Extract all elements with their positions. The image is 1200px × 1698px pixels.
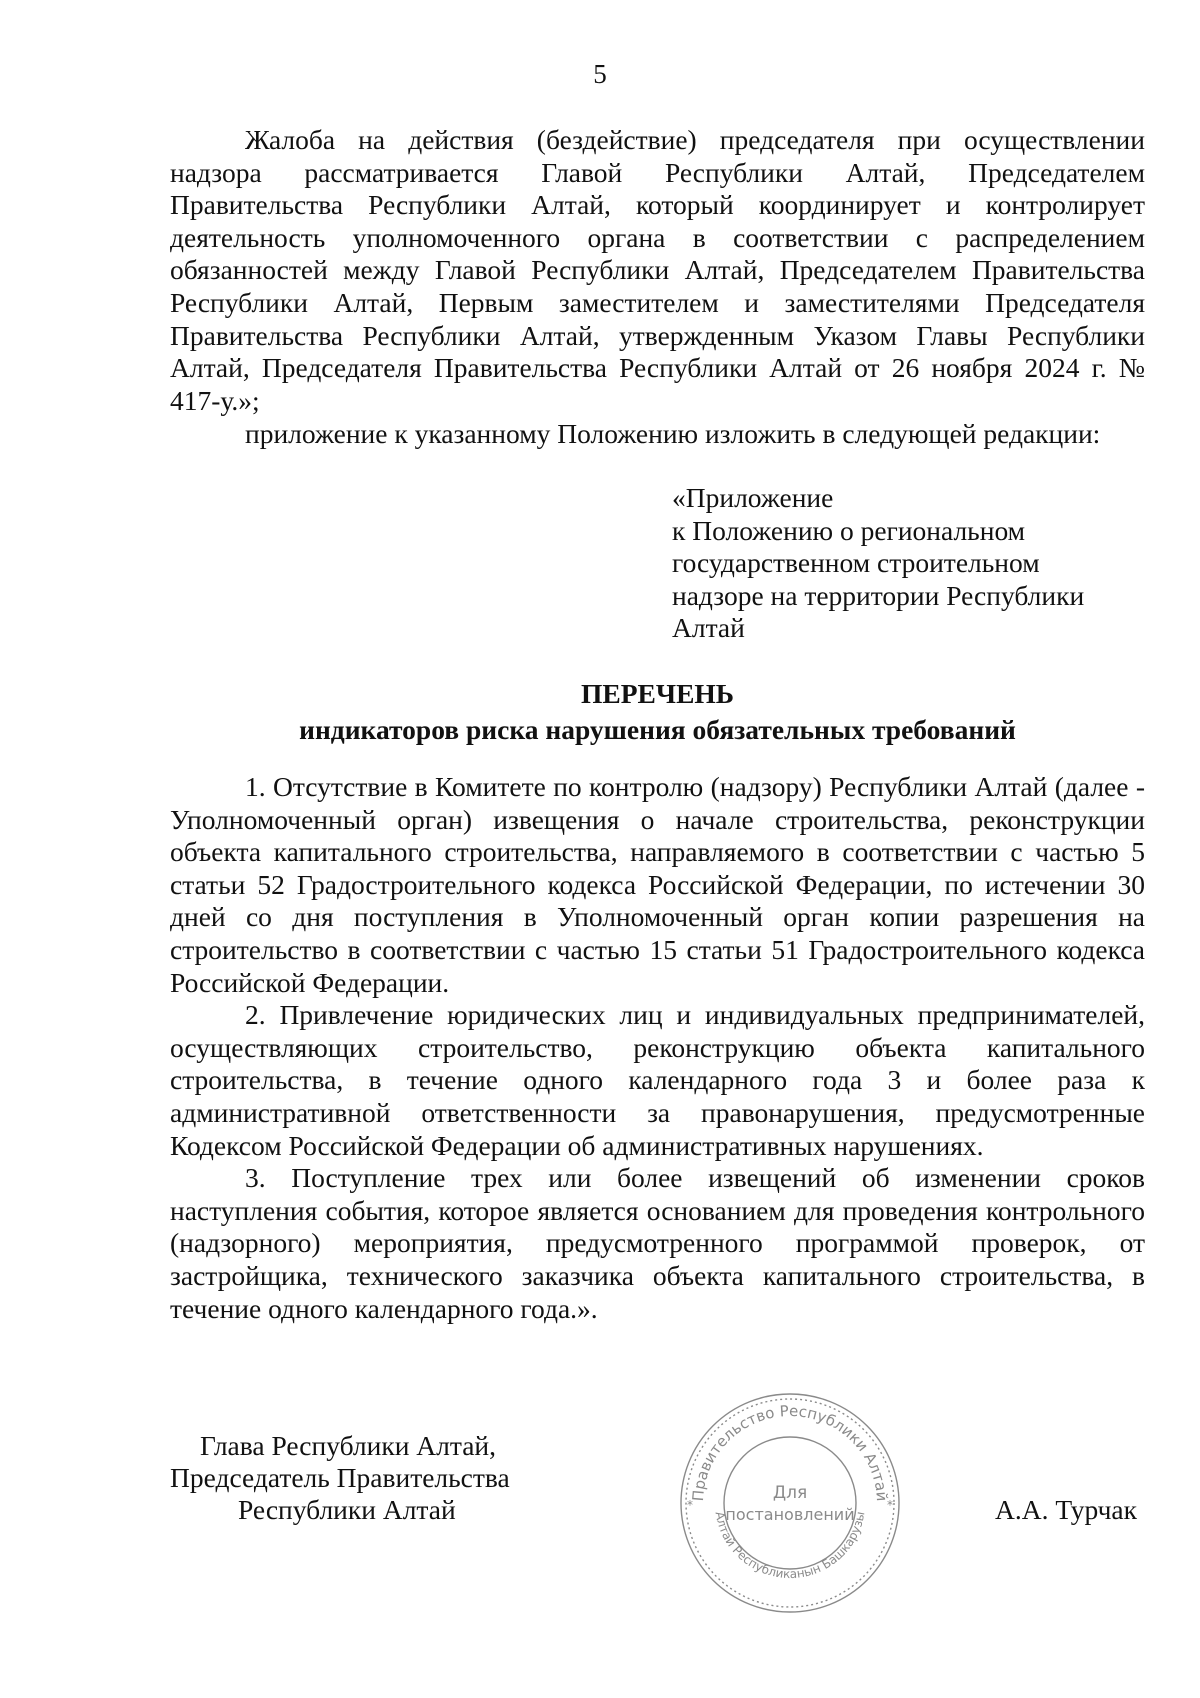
signer-title-line: Председатель Правительства: [170, 1462, 510, 1493]
page-number: 5: [593, 59, 607, 89]
list-title: [170, 676, 1145, 748]
signer-name: А.А. Турчак: [995, 1494, 1137, 1525]
paragraph-complaint: [170, 124, 1145, 417]
seal-star-icon: *: [887, 1498, 893, 1512]
seal-bottom-text: Алтай Республиканын Башкарузы: [712, 1510, 868, 1582]
annex-line: к Положению о региональном: [672, 514, 1026, 546]
seal-outer-text: Правительство Республики Алтай: [688, 1401, 892, 1502]
seal-center-text: Для: [772, 1483, 808, 1503]
annex-line: надзоре на территории Республики: [672, 579, 1085, 611]
list-subheading: индикаторов риска нарушения обязательных требований: [299, 714, 1016, 745]
signer-title-line: Глава Республики Алтай,: [200, 1430, 497, 1461]
annex-line: «Приложение: [672, 482, 834, 513]
official-seal: [675, 1388, 905, 1618]
risk-indicator-list: [170, 771, 1145, 1325]
paragraph-text: приложение к указанному Положению изложить в следующей редакции:: [245, 418, 1101, 449]
annex-line: государственном строительном: [672, 547, 1040, 578]
paragraph-text: Жалоба на действия (бездействие) председателя при осуществлении надзора рассматривается Главой Республики Алтай, Председателем Правительства Республики Алтай, который координирует и контролирует деятельность уполномоченного органа в соответствии с распределением обязанностей между Главой Республики Алтай, Председателем Правительства Республики Алтай, Первым заместителем и заместителями Председателя Правительства Республики Алтай, утвержденным Указом Главы Республики Алтай, Председателя Правительства Республики Алтай от 26 ноября 2024 г. № 417-у.»;: [170, 124, 1145, 416]
seal-center-text: постановлений: [725, 1505, 855, 1524]
paragraph-appendix-intro: [170, 418, 1145, 451]
signature-block: [170, 1430, 510, 1526]
annex-line: Алтай: [672, 612, 745, 643]
list-item: 2. Привлечение юридических лиц и индивидуальных предпринимателей, осуществляющих строительство, реконструкцию объекта капитального строительства, в течение одного календарного года 3 и более раза к административной ответственности за правонарушения, предусмотренные Кодексом Российской Федерации об административных нарушениях.: [170, 999, 1145, 1161]
seal-star-icon: *: [687, 1498, 693, 1512]
list-item: 3. Поступление трех или более извещений об изменении сроков наступления события, которое является основанием для проведения контрольного (надзорного) мероприятия, предусмотренного программой проверок, от застройщика, технического заказчика объекта капитального строительства, в течение одного календарного года.».: [170, 1162, 1145, 1324]
list-item: 1. Отсутствие в Комитете по контролю (надзору) Республики Алтай (далее - Уполномоченный орган) извещения о начале строительства, реконструкции объекта капитального строительства, направляемого в соответствии с частью 5 статьи 52 Градостроительного кодекса Российской Федерации, по истечении 30 дней со дня поступления в Уполномоченный орган копии разрешения на строительство в соответствии с частью 15 статьи 51 Градостроительного кодекса Российской Федерации.: [170, 771, 1145, 998]
list-heading: ПЕРЕЧЕНЬ: [581, 678, 734, 709]
signer-title-line: Республики Алтай: [238, 1494, 456, 1525]
annex-header: [672, 482, 1142, 645]
